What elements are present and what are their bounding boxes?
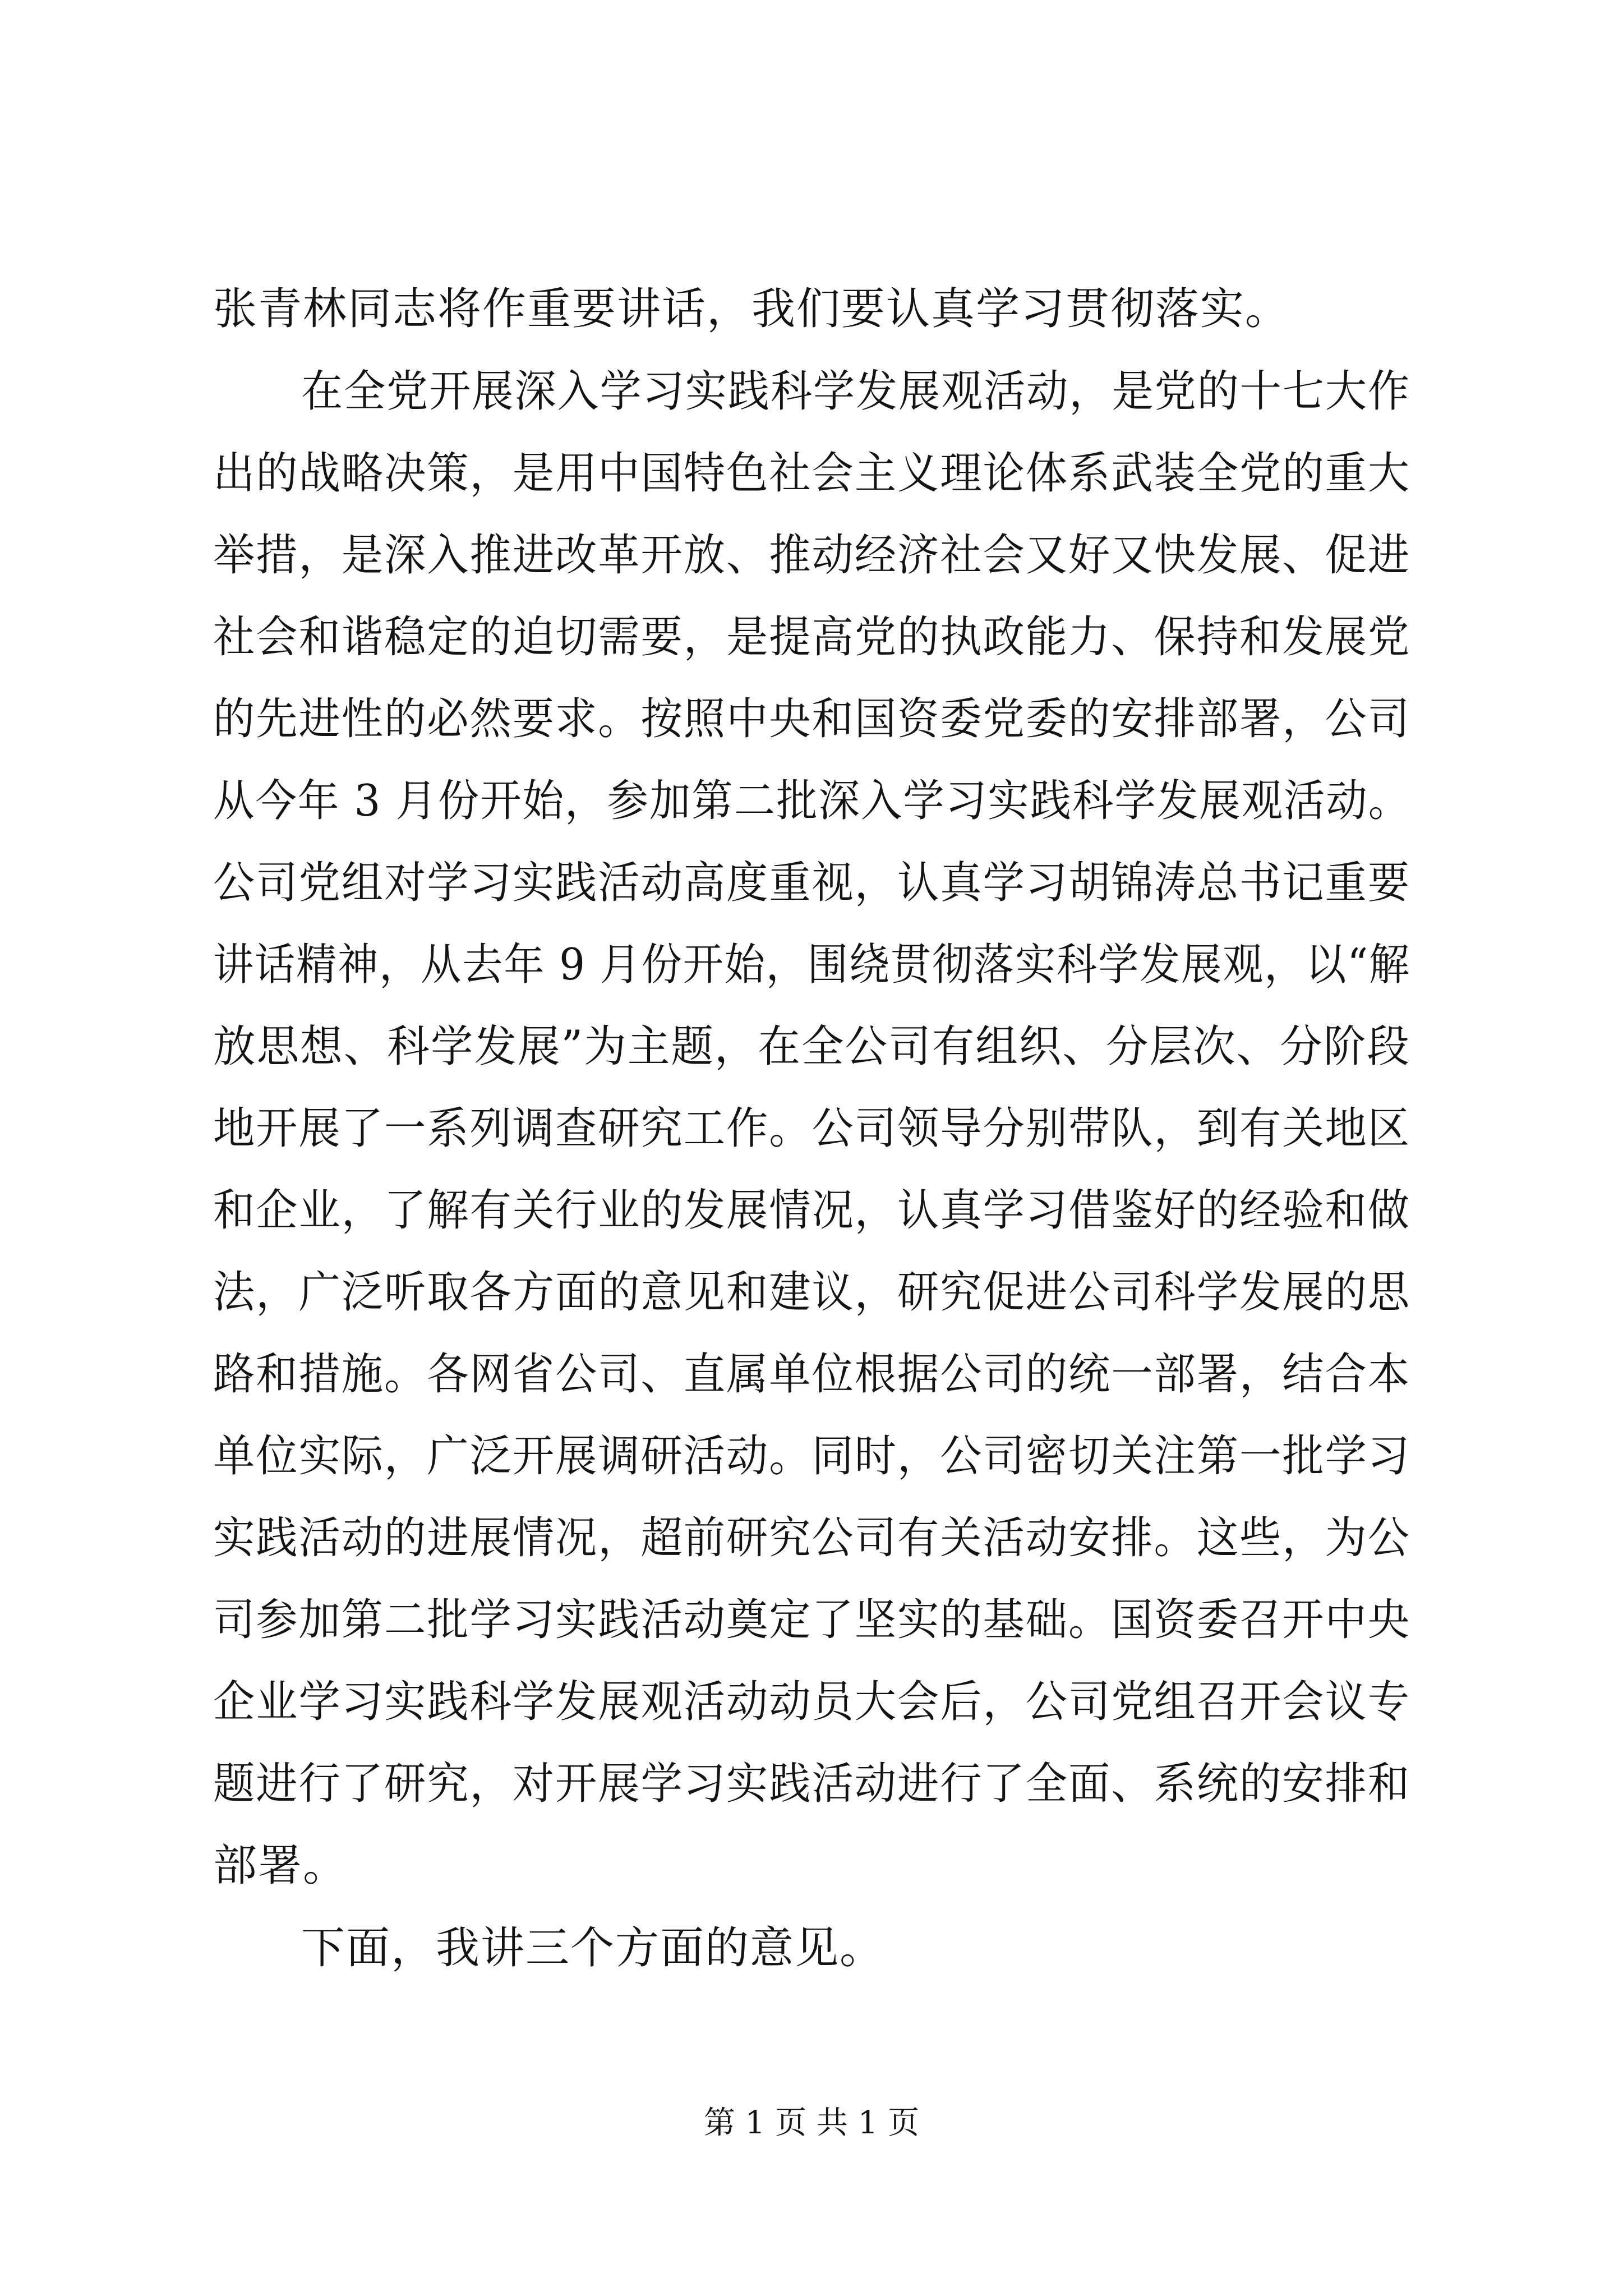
paragraph-2-line-1: 在全党开展深入学习实践科学发展观活动，是党的十七大作	[301, 366, 1411, 417]
paragraph-2-line-19: 部署。	[213, 1841, 348, 1891]
paragraph-2-line-11: 和企业，了解有关行业的发展情况，认真学习借鉴好的经验和做	[213, 1185, 1411, 1236]
paragraph-2-line-8: 讲话精神，从去年 9 月份开始，围绕贯彻落实科学发展观，以“解	[213, 940, 1411, 990]
paragraph-2-line-7: 公司党组对学习实践活动高度重视，认真学习胡锦涛总书记重要	[213, 858, 1411, 908]
paragraph-2-line-13: 路和措施。各网省公司、直属单位根据公司的统一部署，结合本	[213, 1349, 1411, 1400]
paragraph-2-line-12: 法，广泛听取各方面的意见和建议，研究促进公司科学发展的思	[213, 1267, 1411, 1318]
paragraph-2-line-2: 出的战略决策，是用中国特色社会主义理论体系武装全党的重大	[213, 448, 1411, 499]
paragraph-2-line-18: 题进行了研究，对开展学习实践活动进行了全面、系统的安排和	[213, 1759, 1411, 1809]
paragraph-2-line-3: 举措，是深入推进改革开放、推动经济社会又好又快发展、促进	[213, 530, 1411, 581]
paragraph-2-line-10: 地开展了一系列调查研究工作。公司领导分别带队，到有关地区	[213, 1103, 1411, 1154]
paragraph-2-line-14: 单位实际，广泛开展调研活动。同时，公司密切关注第一批学习	[213, 1431, 1411, 1481]
paragraph-2-line-5: 的先进性的必然要求。按照中央和国资委党委的安排部署，公司	[213, 694, 1411, 744]
paragraph-2-line-15: 实践活动的进展情况，超前研究公司有关活动安排。这些，为公	[213, 1513, 1411, 1563]
text-line-1: 张青林同志将作重要讲话，我们要认真学习贯彻落实。	[213, 284, 1290, 334]
page-footer: 第 1 页 共 1 页	[703, 2105, 920, 2141]
paragraph-2-line-17: 企业学习实践科学发展观活动动员大会后，公司党组召开会议专	[213, 1677, 1411, 1727]
paragraph-2-line-6: 从今年 3 月份开始，参加第二批深入学习实践科学发展观活动。	[213, 776, 1411, 826]
paragraph-2-line-9: 放思想、科学发展”为主题，在全公司有组织、分层次、分阶段	[213, 1022, 1410, 1072]
paragraph-2-line-16: 司参加第二批学习实践活动奠定了坚实的基础。国资委召开中央	[213, 1595, 1411, 1645]
paragraph-3-line-1: 下面，我讲三个方面的意见。	[301, 1923, 885, 1973]
paragraph-2-line-4: 社会和谐稳定的迫切需要，是提高党的执政能力、保持和发展党	[213, 612, 1411, 662]
